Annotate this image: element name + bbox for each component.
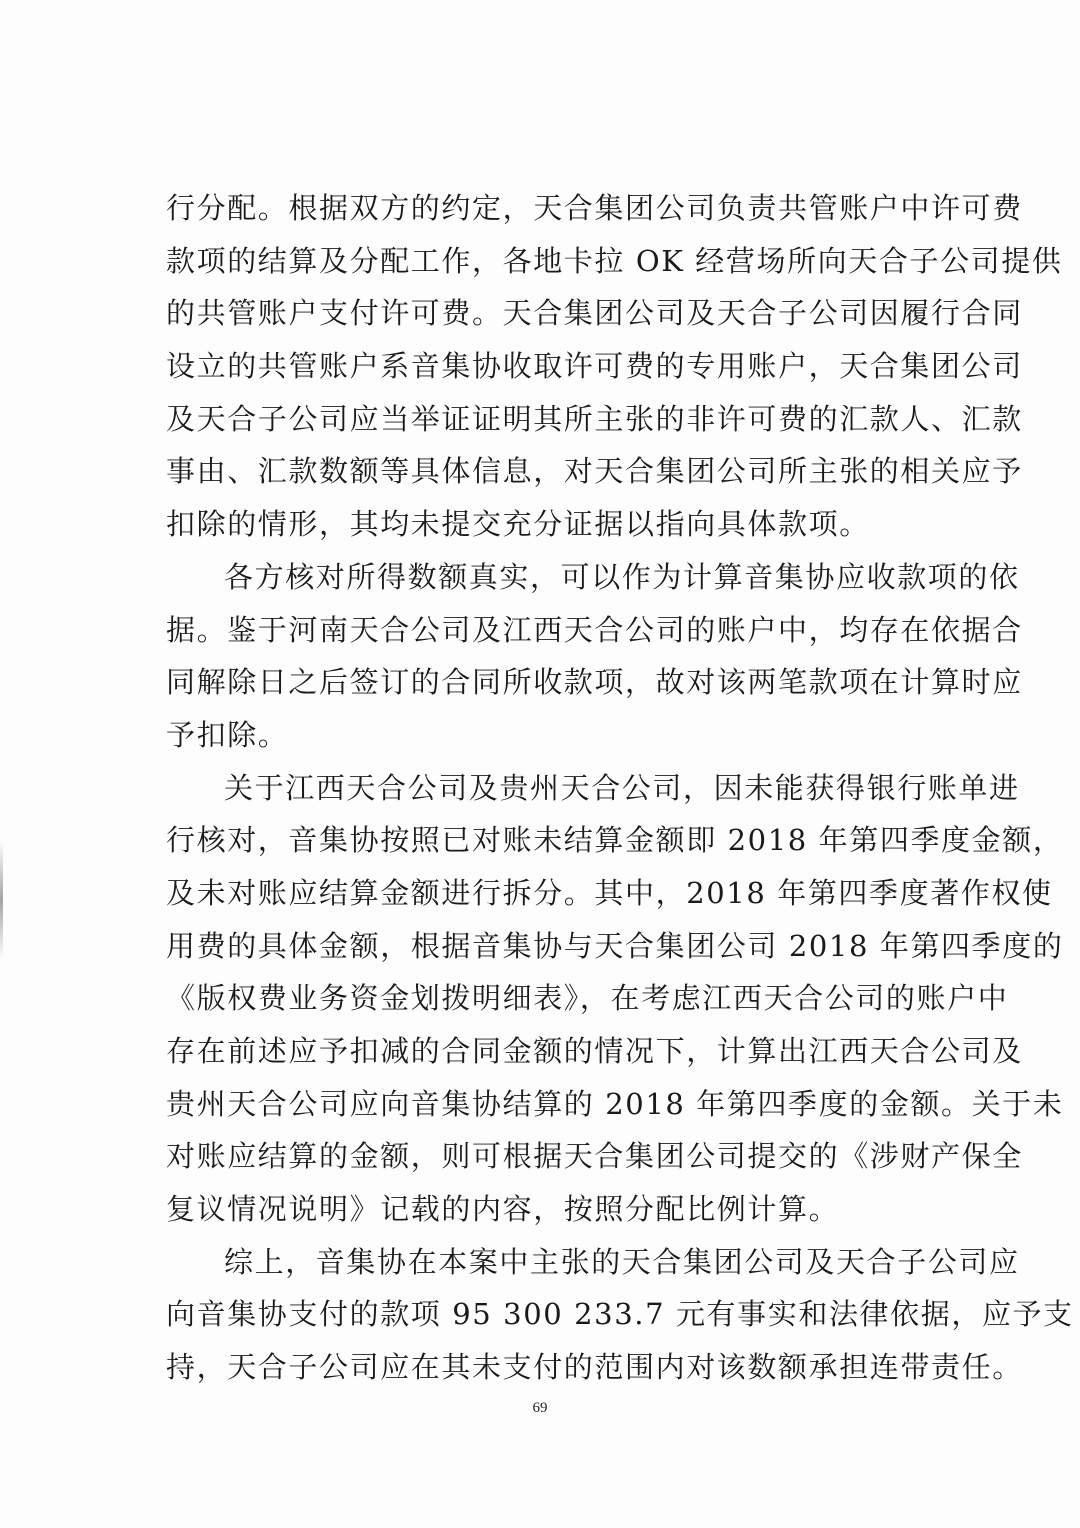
text-line: 扣除的情形，其均未提交充分证据以指向具体款项。: [166, 507, 870, 542]
text-line: 据。鉴于河南天合公司及江西天合公司的账户中，均存在依据合: [166, 612, 1023, 647]
paragraph-first-line: 关于江西天合公司及贵州天合公司，因未能获得银行账单进: [224, 770, 1020, 805]
text-line: 同解除日之后签订的合同所收款项，故对该两笔款项在计算时应: [166, 665, 1023, 700]
text-line: 持，天合子公司应在其未支付的范围内对该数额承担连带责任。: [166, 1350, 1023, 1385]
text-line: 贵州天合公司应向音集协结算的 2018 年第四季度的金额。关于未: [166, 1086, 1064, 1121]
text-line: 用费的具体金额，根据音集协与天合集团公司 2018 年第四季度的: [166, 928, 1064, 963]
paragraph-first-line: 综上，音集协在本案中主张的天合集团公司及天合子公司应: [224, 1244, 1020, 1279]
text-line: 的共管账户支付许可费。天合集团公司及天合子公司因履行合同: [166, 296, 1023, 331]
text-line: 予扣除。: [166, 717, 289, 752]
page-number: 69: [532, 1400, 548, 1416]
text-line: 向音集协支付的款项 95 300 233.7 元有事实和法律依据，应予支: [166, 1297, 1074, 1332]
text-line: 设立的共管账户系音集协收取许可费的专用账户，天合集团公司: [166, 349, 1023, 384]
text-line: 事由、汇款数额等具体信息，对天合集团公司所主张的相关应予: [166, 454, 1023, 489]
text-line: 《版权费业务资金划拨明细表》，在考虑江西天合公司的账户中: [166, 981, 1009, 1016]
text-line: 存在前述应予扣减的合同金额的情况下，计算出江西天合公司及: [166, 1034, 1023, 1068]
text-line: 对账应结算的金额，则可根据天合集团公司提交的《涉财产保全: [166, 1139, 1023, 1174]
text-line: 行核对，音集协按照已对账未结算金额即 2018 年第四季度金额，: [166, 823, 1064, 858]
text-line: 及天合子公司应当举证证明其所主张的非许可费的汇款人、汇款: [166, 401, 1023, 436]
body-text: [166, 182, 1074, 1394]
paragraph-first-line: 各方核对所得数额真实，可以作为计算音集协应收款项的依: [224, 559, 1020, 594]
text-line: 复议情况说明》记载的内容，按照分配比例计算。: [166, 1192, 840, 1227]
scan-edge-shadow: [0, 840, 3, 960]
text-line: 款项的结算及分配工作，各地卡拉 OK 经营场所向天合子公司提供: [166, 243, 1063, 278]
text-line: 及未对账应结算金额进行拆分。其中，2018 年第四季度著作权使: [166, 875, 1053, 910]
text-line: 行分配。根据双方的约定，天合集团公司负责共管账户中许可费: [166, 191, 1023, 225]
